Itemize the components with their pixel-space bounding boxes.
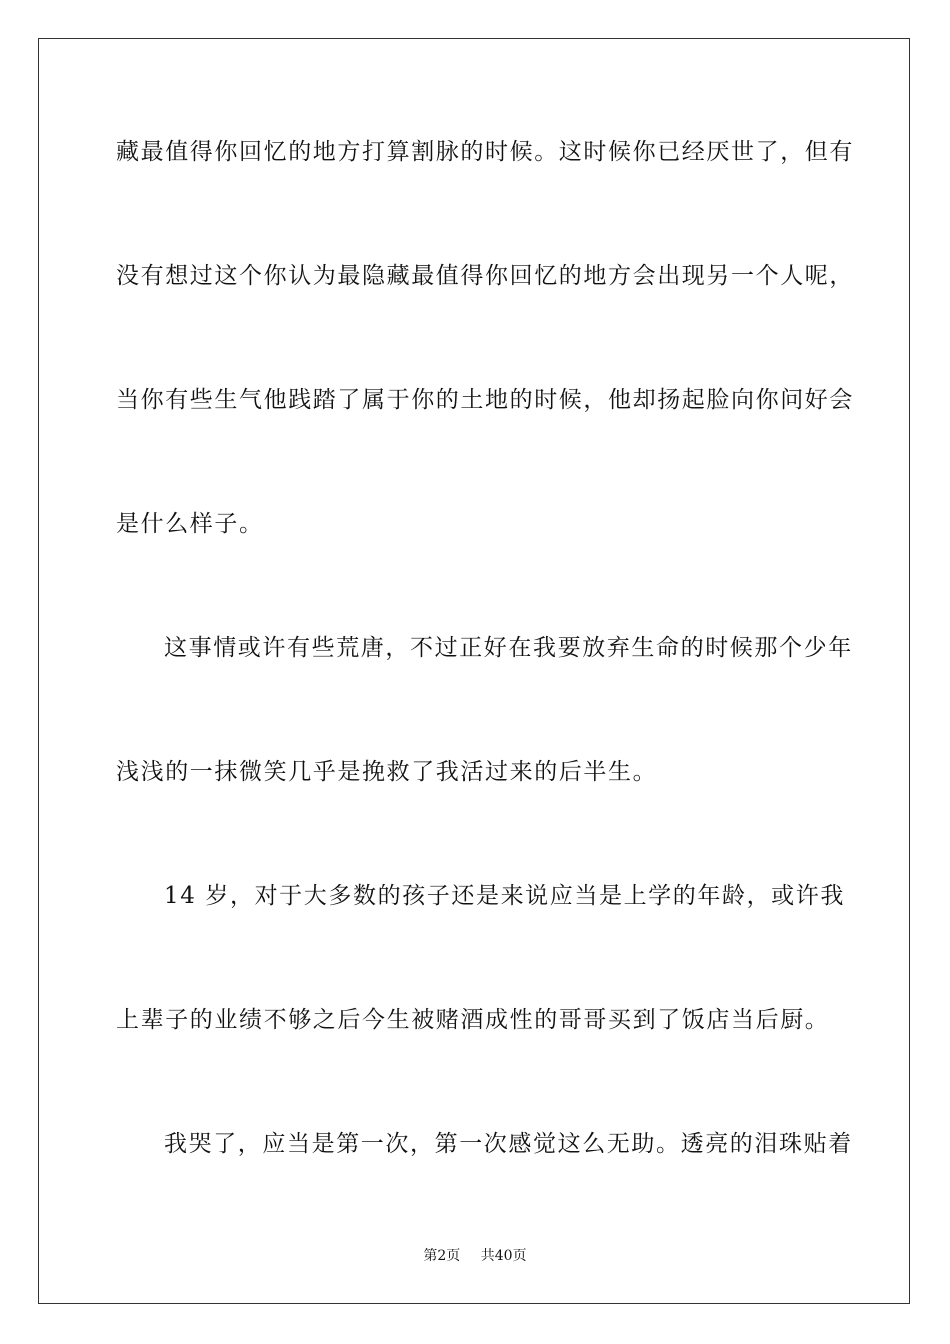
- body-line-9: 我哭了，应当是第一次，第一次感觉这么无助。透亮的泪珠贴着: [164, 1131, 853, 1157]
- body-line-6: 浅浅的一抹微笑几乎是挽救了我活过来的后半生。: [116, 759, 658, 785]
- page-total: 共40页: [480, 1248, 527, 1264]
- page-footer: [0, 1246, 950, 1266]
- body-line-3: 当你有些生气他践踏了属于你的土地的时候，他却扬起脸向你问好会: [116, 387, 854, 413]
- page-frame: [38, 38, 910, 1304]
- body-line-1: 藏最值得你回忆的地方打算割脉的时候。这时候你已经厌世了，但有: [116, 139, 854, 165]
- body-line-4: 是什么样子。: [116, 511, 264, 537]
- page-number: 第2页: [423, 1248, 461, 1264]
- body-line-5: 这事情或许有些荒唐，不过正好在我要放弃生命的时候那个少年: [164, 635, 853, 661]
- body-line-2: 没有想过这个你认为最隐藏最值得你回忆的地方会出现另一个人呢，: [116, 263, 854, 289]
- body-line-8: 上辈子的业绩不够之后今生被赌酒成性的哥哥买到了饭店当后厨。: [116, 1007, 830, 1033]
- body-line-7: 14 岁，对于大多数的孩子还是来说应当是上学的年龄，或许我: [164, 883, 845, 909]
